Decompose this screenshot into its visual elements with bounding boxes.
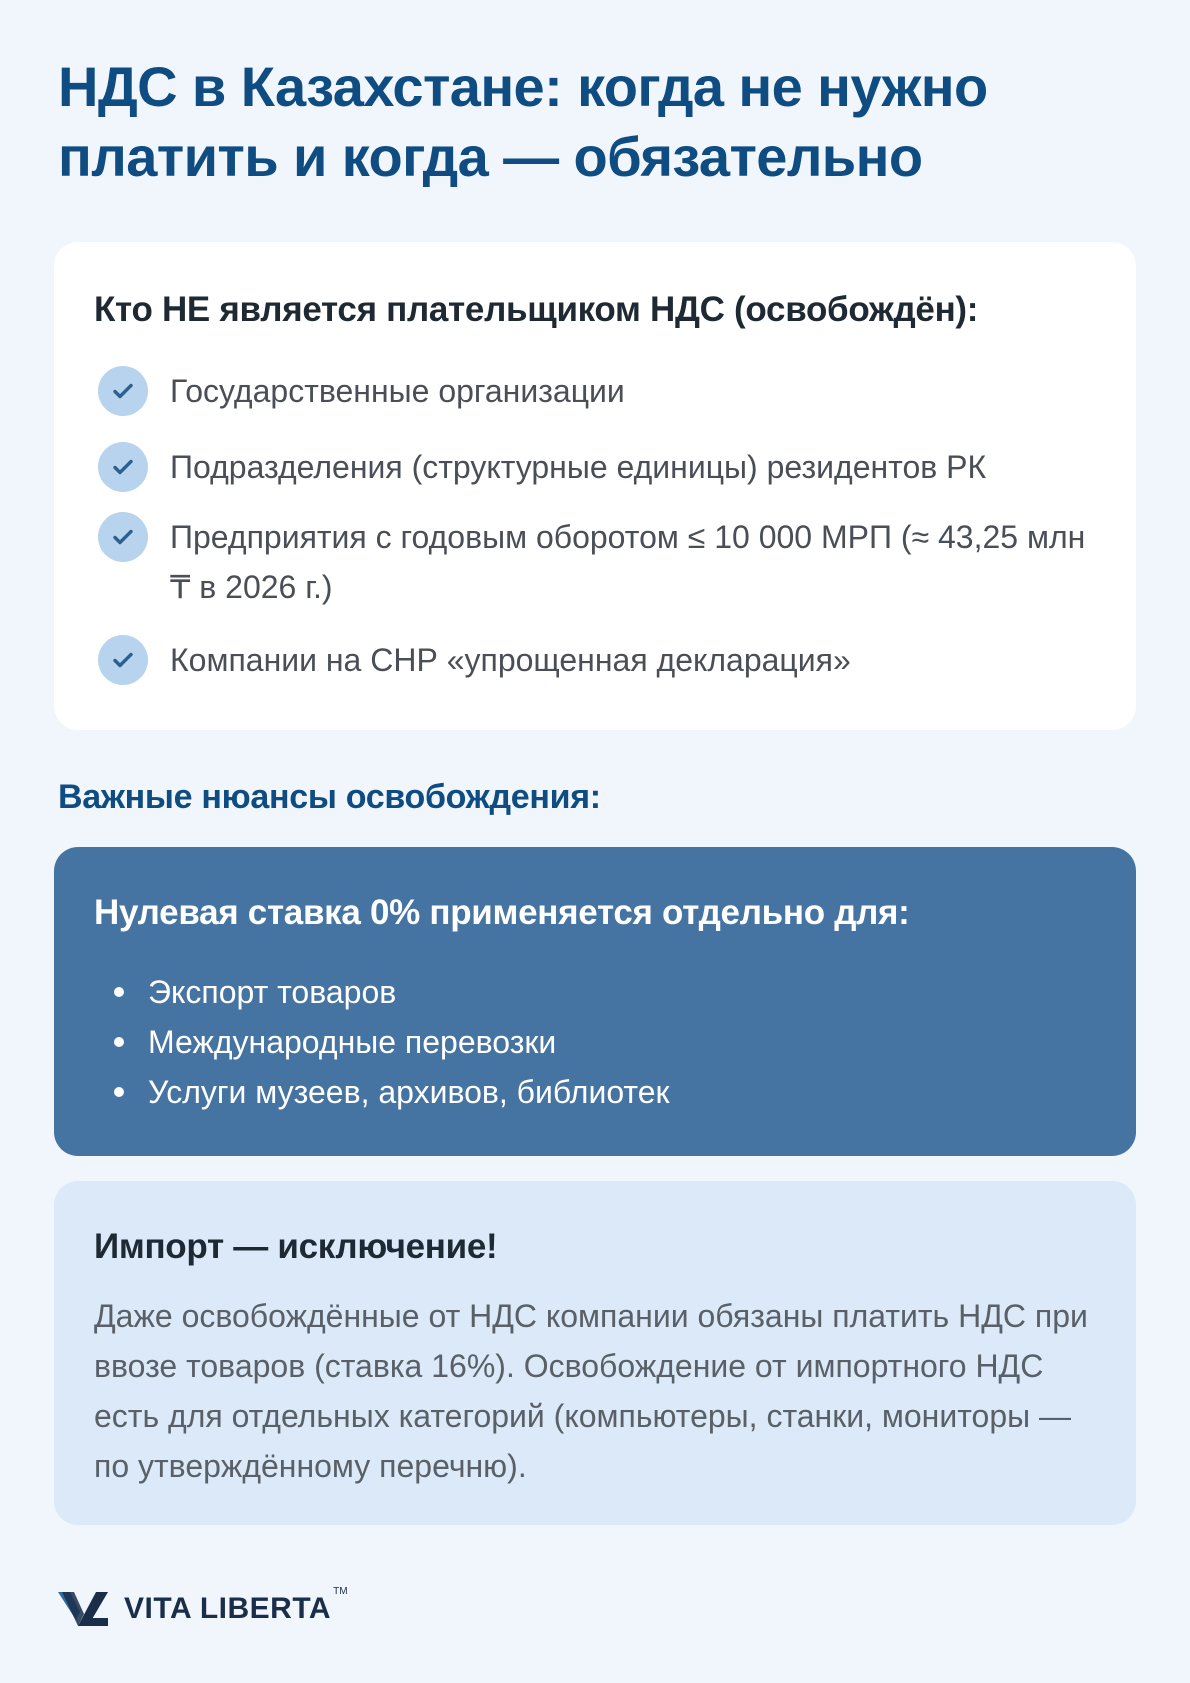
zero-rate-heading: Нулевая ставка 0% применяется отдельно для: (94, 893, 910, 932)
bullet-icon (114, 1037, 124, 1047)
list-item (98, 512, 1108, 612)
list-item-text: Подразделения (структурные единицы) резидентов РК (170, 449, 987, 485)
list-item-text: Международные перевозки (148, 1023, 557, 1060)
import-body: Даже освобождённые от НДС компании обязаны платить НДС при ввозе товаров (ставка 16%). Освобождение от импортного НДС есть для отдельных категорий (компьютеры, станки, мониторы — по утверждённому перечню). (94, 1298, 1088, 1484)
zero-rate-list (114, 967, 670, 1117)
logo-text: VITA LIBERTA (124, 1592, 332, 1625)
brand-logo (56, 1588, 348, 1630)
bullet-icon (114, 1087, 124, 1097)
list-item (114, 967, 670, 1017)
import-card (54, 1181, 1136, 1525)
import-heading: Импорт — исключение! (94, 1227, 498, 1266)
trademark: TM (333, 1586, 348, 1597)
page-title: НДС в Казахстане: когда не нужно платить и когда — обязательно (58, 55, 988, 188)
list-item-text: Экспорт товаров (148, 973, 397, 1010)
list-item (114, 1017, 670, 1067)
exempt-heading: Кто НЕ является плательщиком НДС (освобождён): (94, 290, 979, 329)
check-icon (98, 635, 148, 685)
list-item-text: Услуги музеев, архивов, библиотек (148, 1073, 670, 1110)
check-icon (98, 442, 148, 492)
check-icon (98, 366, 148, 416)
list-item-text: Компании на СНР «упрощенная декларация» (170, 642, 851, 678)
list-item (114, 1067, 670, 1117)
bullet-icon (114, 987, 124, 997)
list-item-text: Предприятия с годовым оборотом ≤ 10 000 МРП (≈ 43,25 млн ₸ в 2026 г.) (170, 519, 1086, 605)
check-icon (98, 512, 148, 562)
zero-rate-card (54, 847, 1136, 1156)
list-item (98, 442, 1108, 492)
exempt-card (54, 242, 1136, 730)
vita-liberta-logo-icon (56, 1588, 110, 1630)
list-item (98, 635, 1108, 685)
list-item-text: Государственные организации (170, 373, 625, 409)
nuances-heading: Важные нюансы освобождения: (58, 778, 601, 816)
list-item (98, 366, 1108, 416)
